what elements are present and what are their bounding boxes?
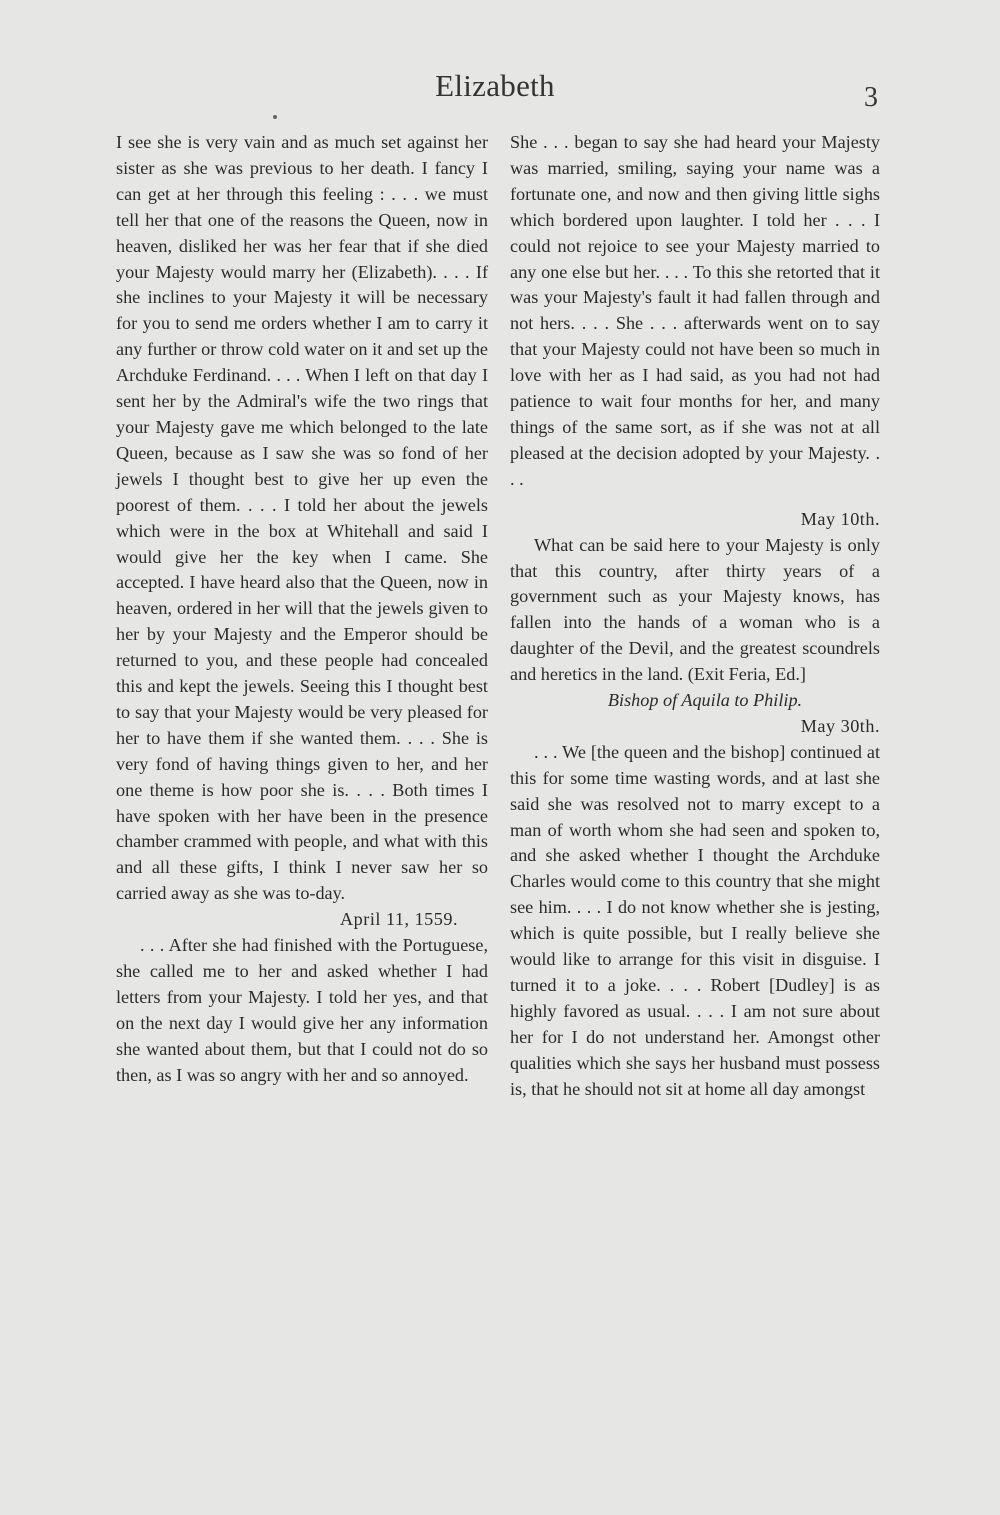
running-title: Elizabeth <box>435 68 555 103</box>
right-dateline-may30: May 30th. <box>800 715 880 736</box>
right-dateline-may10: May 10th. <box>800 508 880 529</box>
left-paragraph-2: . . . After she had finished with the Portuguese, she called me to her and asked whether I had letters from your Majesty. I told her yes, and that on the next day I would give her any information she wanted about them, but that I could not do so then, as I was so angry with her and so annoyed. <box>116 935 488 1085</box>
printer-dot <box>273 115 277 119</box>
right-paragraph-2: What can be said here to your Majesty is only that this country, after thirty years of a government such as your Majesty knows, has fallen into the hands of a woman who is a daughter of the Devil, and the greatest scoundrels and heretics in the land. (Exit Feria, Ed.] <box>510 534 880 685</box>
page-header <box>0 68 1000 118</box>
letter-heading: Bishop of Aquila to Philip. <box>607 690 803 711</box>
right-paragraph-1: She . . . began to say she had heard your Majesty was married, smiling, saying your name was a fortunate one, and now and then giving little sighs which bordered upon laughter. I told her . . . I could not rejoice to see your Majesty married to any one else but her. . . . To this she retorted that it was your Majesty's fault it had fallen through and not hers. . . . She . . . afterwards went on to say that your Majesty could not have been so much in love with her as I had said, as you had not had patience to wait four months for her, and many things of the same sort, as if she was not at all pleased at the decision adopted by your Majesty. . . . <box>510 132 880 489</box>
left-dateline-april: April 11, 1559. <box>340 909 458 930</box>
left-column <box>116 130 488 1089</box>
spacer <box>510 493 880 507</box>
page-number: 3 <box>864 82 878 113</box>
right-column <box>510 130 880 1103</box>
right-paragraph-3: . . . We [the queen and the bishop] continued at this for some time wasting words, and at last she said she was resolved not to marry except to a man of worth whom she had seen and spoken to, and she asked whether I thought the Archduke Charles would come to this country that she might see him. . . . I do not know whether she is jesting, which is quite possible, but I really believe she would like to arrange for this visit in disguise. I turned it to a joke. . . . Robert [Dudley] is as highly favored as usual. . . . I am not sure about her for I do not understand her. Amongst other qualities which she says her husband must possess is, that he should not sit at home all day amongst <box>510 741 880 1099</box>
left-paragraph-1: I see she is very vain and as much set against her sister as she was previous to her death. I fancy I can get at her through this feeling : . . . we must tell her that one of the reasons the Queen, now in heaven, disliked her was her fear that if she died your Majesty would marry her (Elizabeth). . . . If she inclines to your Majesty it will be necessary for you to send me orders whether I am to carry it any further or throw cold water on it and set up the Archduke Ferdinand. . . . When I left on that day I sent her by the Admiral's wife the two rings that your Majesty gave me which belonged to the late Queen, because as I saw she was so fond of her jewels I thought best to give her up even the poorest of them. . . . I told her about the jewels which were in the box at Whitehall and said I would give her the key when I came. She accepted. I have heard also that the Queen, now in heaven, ordered in her will that the jewels given to her by your Majesty and the Emperor should be returned to you, and these people had concealed this and kept the jewels. Seeing this I thought best to say that your Majesty would be very pleased for her to have them if she wanted them. . . . She is very fond of having things given to her, and her one theme is how poor she is. . . . Both times I have spoken with her have been in the presence chamber crammed with people, and what with this and all these gifts, I think I never saw her so carried away as she was to-day. <box>116 132 488 904</box>
